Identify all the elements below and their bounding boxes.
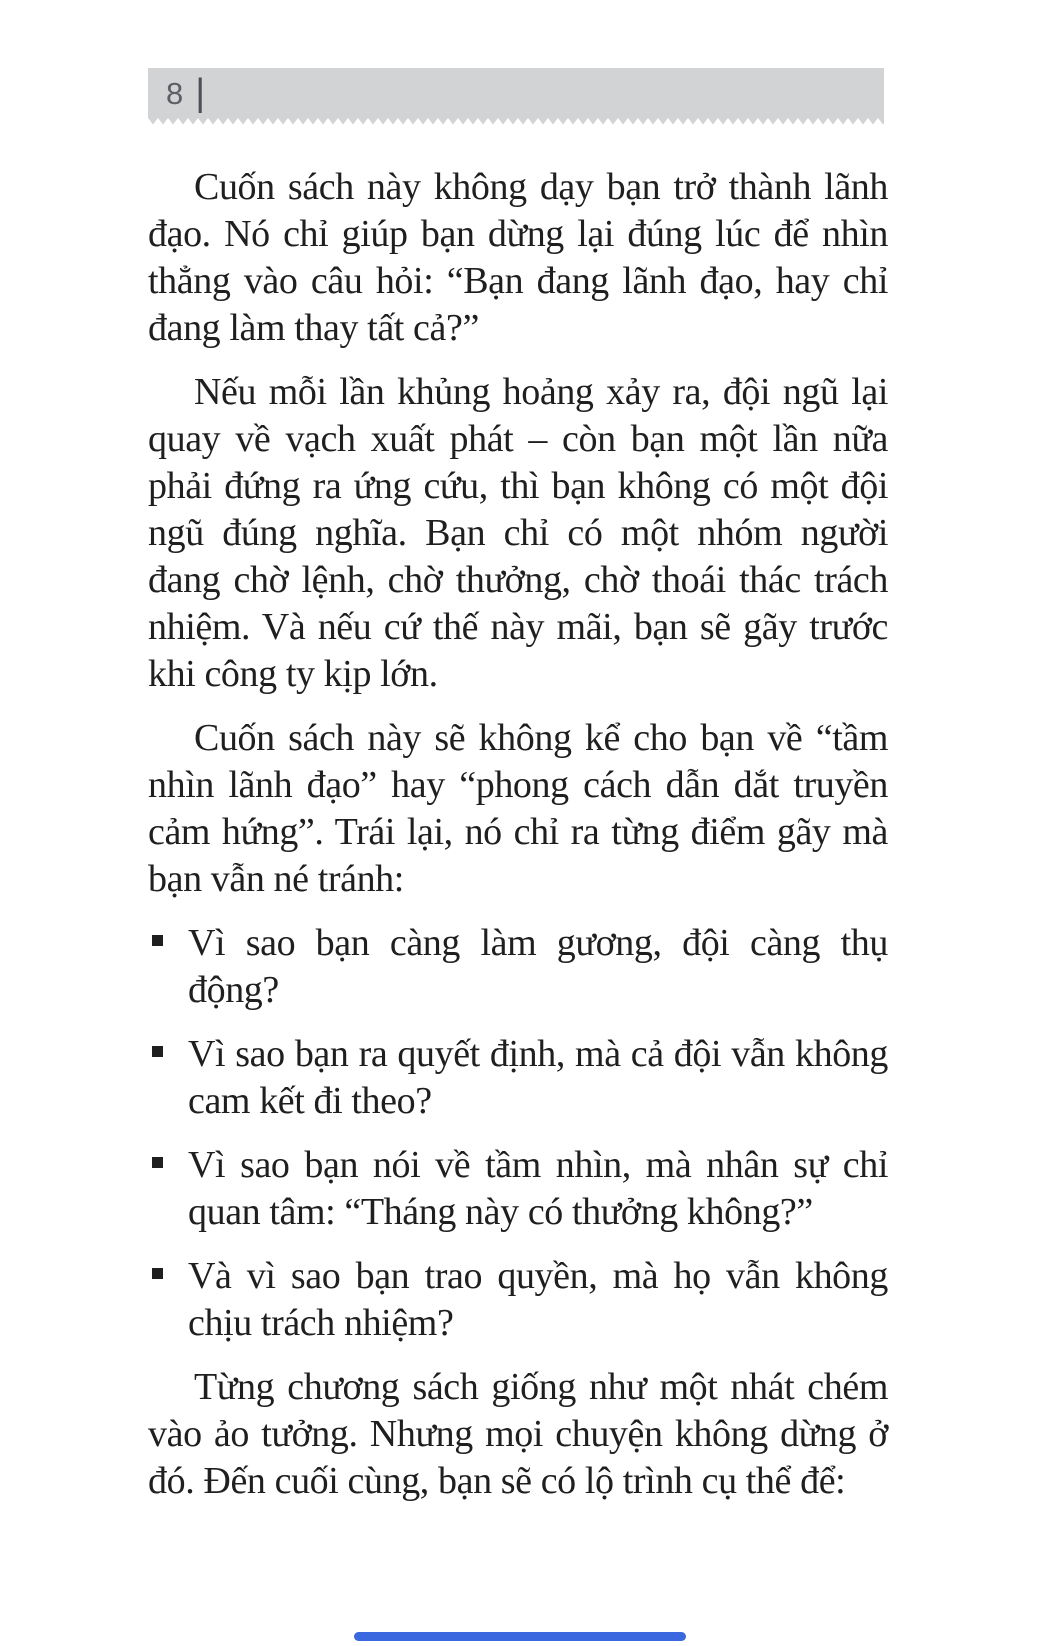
bullet-square-icon (152, 1046, 163, 1057)
reading-progress-bar[interactable] (354, 1632, 686, 1641)
page-header (148, 68, 884, 126)
paragraph: Nếu mỗi lần khủng hoảng xảy ra, đội ngũ lại quay về vạch xuất phát – còn bạn một lần nữa phải đứng ra ứng cứu, thì bạn không có một đội ngũ đúng nghĩa. Bạn chỉ có một nhóm người đang chờ lệnh, chờ thưởng, chờ thoái thác trách nhiệm. Và nếu cứ thế này mãi, bạn sẽ gãy trước khi công ty kịp lớn. (148, 371, 888, 695)
paragraph: Từng chương sách giống như một nhát chém vào ảo tưởng. Nhưng mọi chuyện không dừng ở đó. Đến cuối cùng, bạn sẽ có lộ trình cụ thể để: (148, 1366, 888, 1502)
page-text (148, 164, 888, 1522)
list-item-text: Và vì sao bạn trao quyền, mà họ vẫn không chịu trách nhiệm? (188, 1255, 888, 1344)
bullet-square-icon (152, 1157, 163, 1168)
list-item-text: Vì sao bạn ra quyết định, mà cả đội vẫn không cam kết đi theo? (188, 1033, 888, 1122)
page-header-bar (148, 68, 884, 118)
bullet-square-icon (152, 935, 163, 946)
list-item (148, 1253, 888, 1347)
sawtooth-edge (148, 118, 884, 126)
list-item (148, 920, 888, 1014)
bullet-list (148, 920, 888, 1347)
paragraph: Cuốn sách này không dạy bạn trở thành lãnh đạo. Nó chỉ giúp bạn dừng lại đúng lúc để nhìn thẳng vào câu hỏi: “Bạn đang lãnh đạo, hay chỉ đang làm thay tất cả?” (148, 166, 888, 349)
list-item-text: Vì sao bạn càng làm gương, đội càng thụ động? (188, 922, 888, 1011)
list-item-text: Vì sao bạn nói về tầm nhìn, mà nhân sự chỉ quan tâm: “Tháng này có thưởng không?” (188, 1144, 888, 1233)
bullet-square-icon (152, 1268, 163, 1279)
list-item (148, 1031, 888, 1125)
page-number: 8 (166, 75, 184, 111)
paragraph: Cuốn sách này sẽ không kể cho bạn về “tầm nhìn lãnh đạo” hay “phong cách dẫn dắt truyền cảm hứng”. Trái lại, nó chỉ ra từng điểm gãy mà bạn vẫn né tránh: (148, 717, 888, 900)
page-number-divider: | (195, 72, 206, 114)
list-item (148, 1142, 888, 1236)
